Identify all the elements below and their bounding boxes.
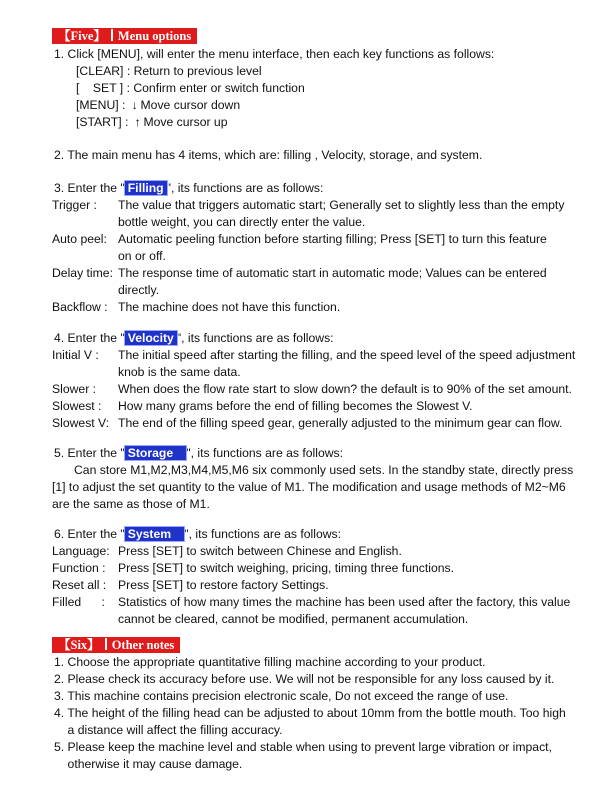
key-row-start [76,114,227,131]
item-6-heading [54,526,341,543]
note-4-cont: a distance will affect the filling accuracy. [54,723,283,737]
note-3: 3. This machine contains precision electronic scale, Do not exceed the range of use. [54,689,509,703]
item-5-heading [54,445,343,462]
key-menu: [MENU] [76,98,119,112]
section-five-header [52,28,197,44]
highlight-velocity: Velocity [125,331,177,345]
section-six-title: Other notes [111,638,175,652]
term-function-line-1: Press [SET] to switch weighing, pricing, timing three functions. [118,561,454,575]
key-menu-desc: Move cursor down [140,98,241,112]
section-five-tag: 【Five】 [58,29,106,43]
term-initial-v-line-2: knob is the same data. [118,365,241,379]
item-5-line-1: Can store M1,M2,M3,M4,M5,M6 six commonly used sets. In the standby state, directly press [74,463,574,477]
term-trigger-line-2: bottle weight, you can directly enter the value. [118,215,366,229]
key-clear: [CLEAR] [76,64,124,78]
item-5-pre: 5. Enter the " [54,446,125,460]
section-five-title: Menu options [117,29,192,43]
term-reset-all: Reset all : [52,578,107,592]
item-4-heading [54,330,334,347]
term-auto-peel-line-1: Automatic peeling function before starting filling; Press [SET] to turn this feature [118,232,547,246]
highlight-filling: Filling [125,181,167,195]
term-delay-time: Delay time: [52,266,113,280]
key-start: [START] [76,115,122,129]
term-delay-time-line-2: directly. [118,283,160,297]
term-backflow: Backflow : [52,300,108,314]
arrow-up-icon: ↑ [134,115,141,129]
key-clear-desc: : Return to previous level [126,64,262,78]
key-start-colon: : [125,115,129,129]
header-divider [105,638,107,650]
key-set: [ SET ] [76,81,124,95]
section-six-tag: 【Six】 [58,638,100,652]
section-six-header [52,637,180,653]
term-slower-line-1: When does the flow rate start to slow down? the default is to 90% of the set amount. [118,382,572,396]
term-auto-peel: Auto peel: [52,232,107,246]
item-3-heading [54,180,323,197]
note-5-cont: otherwise it may cause damage. [54,757,243,771]
item-5-line-3: are the same as those of M1. [52,497,210,511]
term-slower: Slower : [52,382,97,396]
term-trigger-line-1: The value that triggers automatic start; Generally set to slightly less than the empty [118,198,565,212]
item-5-post: ", its functions are as follows: [186,446,344,460]
item-3-post: ", its functions are as follows: [166,181,324,195]
term-delay-time-line-1: The response time of automatic start in automatic mode; Values can be entered [118,266,547,280]
item-2-text: 2. The main menu has 4 items, which are: filling , Velocity, storage, and system. [54,148,483,162]
term-filled: Filled : [52,595,105,609]
term-slowest-v: Slowest V: [52,416,110,430]
term-auto-peel-line-2: on or off. [118,249,166,263]
item-5-line-2: [1] to adjust the set quantity to the value of M1. The modification and usage methods of M2~M6 [52,480,566,494]
header-divider [111,29,113,41]
term-reset-all-line-1: Press [SET] to restore factory Settings. [118,578,329,592]
note-2: 2. Please check its accuracy before use. We will not be responsible for any loss caused by it. [54,672,555,686]
term-language: Language: [52,544,110,558]
term-slowest-line-1: How many grams before the end of filling becomes the Slowest V. [118,399,473,413]
term-slowest-v-line-1: The end of the filling speed gear, generally adjusted to the minimum gear can flow. [118,416,563,430]
item-1-text: 1. Click [MENU], will enter the menu interface, then each key functions as follows: [54,47,495,61]
item-6-post: ", its functions are as follows: [184,527,342,541]
key-set-desc: : Confirm enter or switch function [126,81,305,95]
term-function: Function : [52,561,106,575]
item-4-post: ", its functions are as follows: [176,331,334,345]
key-row-clear [76,63,262,80]
term-filled-line-2: cannot be cleared, cannot be modified, permanent accumulation. [118,612,469,626]
term-filled-line-1: Statistics of how many times the machine has been used after the factory, this value [118,595,571,609]
note-4: 4. The height of the filling head can be adjusted to about 10mm from the bottle mouth. Too high [54,706,566,720]
term-backflow-line-1: The machine does not have this function. [118,300,341,314]
term-trigger: Trigger : [52,198,97,212]
highlight-storage: Storage [125,446,187,460]
item-6-pre: 6. Enter the " [54,527,125,541]
highlight-system: System [125,527,185,541]
arrow-down-icon: ↓ [131,98,138,112]
note-5: 5. Please keep the machine level and stable when using to prevent large vibration or impact, [54,740,552,754]
key-menu-colon: : [122,98,126,112]
term-language-line-1: Press [SET] to switch between Chinese and English. [118,544,402,558]
term-initial-v-line-1: The initial speed after starting the filling, and the speed level of the speed adjustment [118,348,576,362]
key-row-set [76,80,305,97]
key-row-menu [76,97,240,114]
note-1: 1. Choose the appropriate quantitative filling machine according to your product. [54,655,486,669]
term-slowest: Slowest : [52,399,102,413]
item-3-pre: 3. Enter the " [54,181,125,195]
term-initial-v: Initial V : [52,348,99,362]
key-start-desc: Move cursor up [143,115,228,129]
item-4-pre: 4. Enter the " [54,331,125,345]
